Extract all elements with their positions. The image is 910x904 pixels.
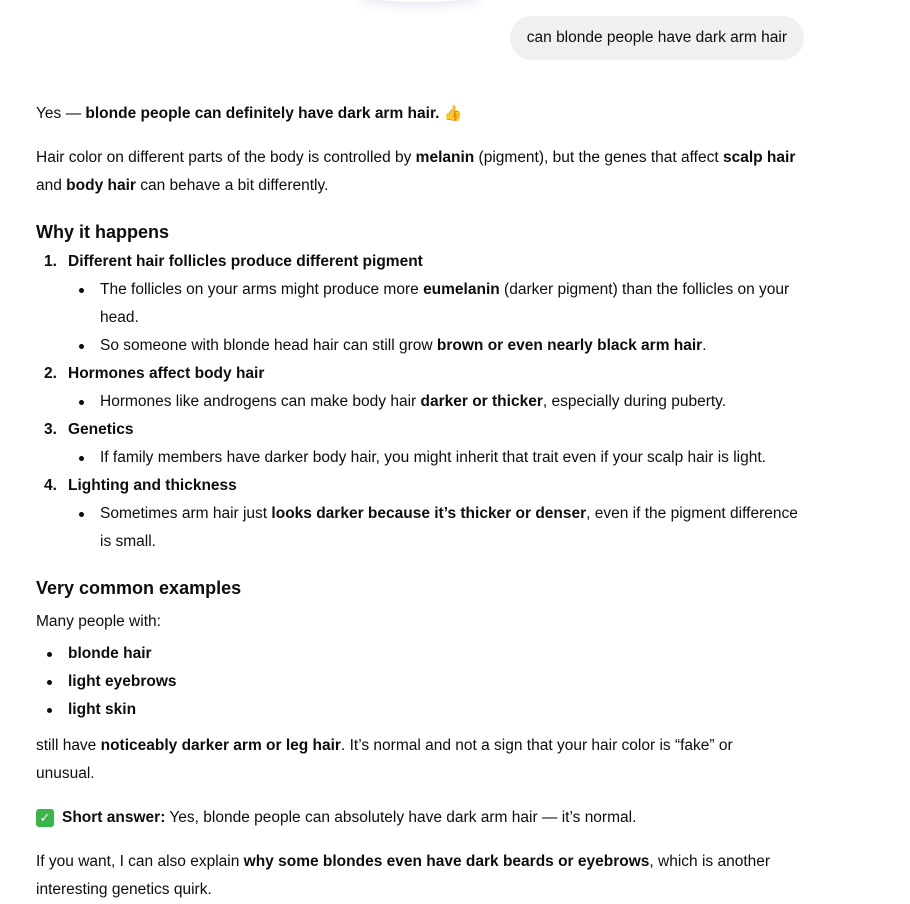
bullet-text: , especially during puberty.	[542, 393, 727, 410]
example-item	[36, 668, 177, 696]
bullet-bold: looks darker because it’s thicker or denser	[271, 505, 587, 522]
thumbs-up-icon: 👍	[443, 105, 463, 122]
opening-prefix: Yes —	[36, 105, 86, 122]
follow-up-text-1: If you want, I can also explain	[36, 853, 244, 870]
example-item	[36, 696, 177, 724]
still-text-2: . It’s normal and not a sign that your hair color is “fake” or unusual.	[36, 737, 733, 782]
bullet-bold: eumelanin	[423, 281, 500, 298]
bullet-dot	[47, 708, 52, 713]
reason-number: 3.	[44, 421, 57, 438]
answer-opening	[36, 100, 462, 128]
bullet-text: .	[702, 337, 707, 354]
bullet-dot	[79, 288, 84, 293]
reason-item	[36, 248, 806, 360]
reason-number: 1.	[44, 253, 57, 270]
reason-bullet	[68, 388, 806, 416]
follow-up-text-2: , which is another interesting genetics quirk.	[36, 853, 771, 898]
intro-text-1: Hair color on different parts of the body is controlled by	[36, 149, 416, 166]
short-answer	[36, 804, 636, 832]
reason-title: Hormones affect body hair	[68, 365, 265, 382]
reason-bullet	[68, 444, 806, 472]
still-bold: noticeably darker arm or leg hair	[100, 737, 341, 754]
intro-bold-3: body hair	[66, 177, 136, 194]
example-text: blonde hair	[68, 645, 152, 662]
reason-bullet	[68, 500, 806, 556]
intro-bold-2: scalp hair	[722, 149, 796, 166]
opening-bold: blonde people can definitely have dark arm hair.	[85, 105, 440, 122]
bullet-text: If family members have darker body hair, you might inherit that trait even if your scalp hair is light.	[100, 449, 766, 466]
reason-title: Genetics	[68, 421, 134, 438]
example-text: light eyebrows	[68, 673, 177, 690]
many-people-text: Many people with:	[36, 613, 161, 630]
still-text-1: still have	[36, 737, 101, 754]
top-edge-shadow	[360, 0, 480, 2]
check-mark-icon: ✓	[36, 809, 54, 827]
reason-title: Different hair follicles produce different pigment	[68, 253, 423, 270]
bullet-bold: darker or thicker	[420, 393, 543, 410]
intro-text-4: can behave a bit differently.	[135, 177, 329, 194]
reason-number: 2.	[44, 365, 57, 382]
bullet-dot	[47, 680, 52, 685]
bullet-text: (darker pigment) than the follicles on your head.	[100, 281, 790, 326]
why-heading: Why it happens	[36, 222, 170, 242]
intro-text-3: and	[36, 177, 67, 194]
intro-bold-1: melanin	[415, 149, 475, 166]
bullet-dot	[79, 400, 84, 405]
intro-text-2: (pigment), but the genes that affect	[474, 149, 723, 166]
reasons-list	[36, 248, 806, 556]
bullet-dot	[79, 512, 84, 517]
example-text: light skin	[68, 701, 137, 718]
reason-number: 4.	[44, 477, 57, 494]
reason-bullet	[68, 332, 806, 360]
reason-item	[36, 360, 806, 416]
short-answer-label: Short answer:	[62, 809, 166, 826]
examples-heading: Very common examples	[36, 578, 242, 598]
user-message-text: can blonde people have dark arm hair	[526, 29, 787, 46]
answer-intro	[36, 144, 796, 200]
bullet-bold: brown or even nearly black arm hair	[436, 337, 703, 354]
examples-list	[36, 640, 177, 724]
bullet-dot	[79, 344, 84, 349]
bullet-text: So someone with blonde head hair can still grow	[100, 337, 437, 354]
follow-up-bold: why some blondes even have dark beards or eyebrows	[243, 853, 650, 870]
bullet-text: The follicles on your arms might produce more	[100, 281, 424, 298]
reason-item	[36, 472, 806, 556]
bullet-text: , even if the pigment difference is small.	[100, 505, 798, 550]
example-item	[36, 640, 177, 668]
bullet-dot	[47, 652, 52, 657]
still-have-text	[36, 732, 776, 788]
reason-title: Lighting and thickness	[68, 477, 237, 494]
reason-bullet	[68, 276, 806, 332]
reason-item	[36, 416, 806, 472]
bullet-dot	[79, 456, 84, 461]
bullet-text: Sometimes arm hair just	[100, 505, 272, 522]
follow-up-offer	[36, 848, 796, 904]
bullet-text: Hormones like androgens can make body hair	[100, 393, 421, 410]
user-message-bubble	[510, 16, 804, 60]
short-answer-text: Yes, blonde people can absolutely have dark arm hair — it’s normal.	[165, 809, 637, 826]
